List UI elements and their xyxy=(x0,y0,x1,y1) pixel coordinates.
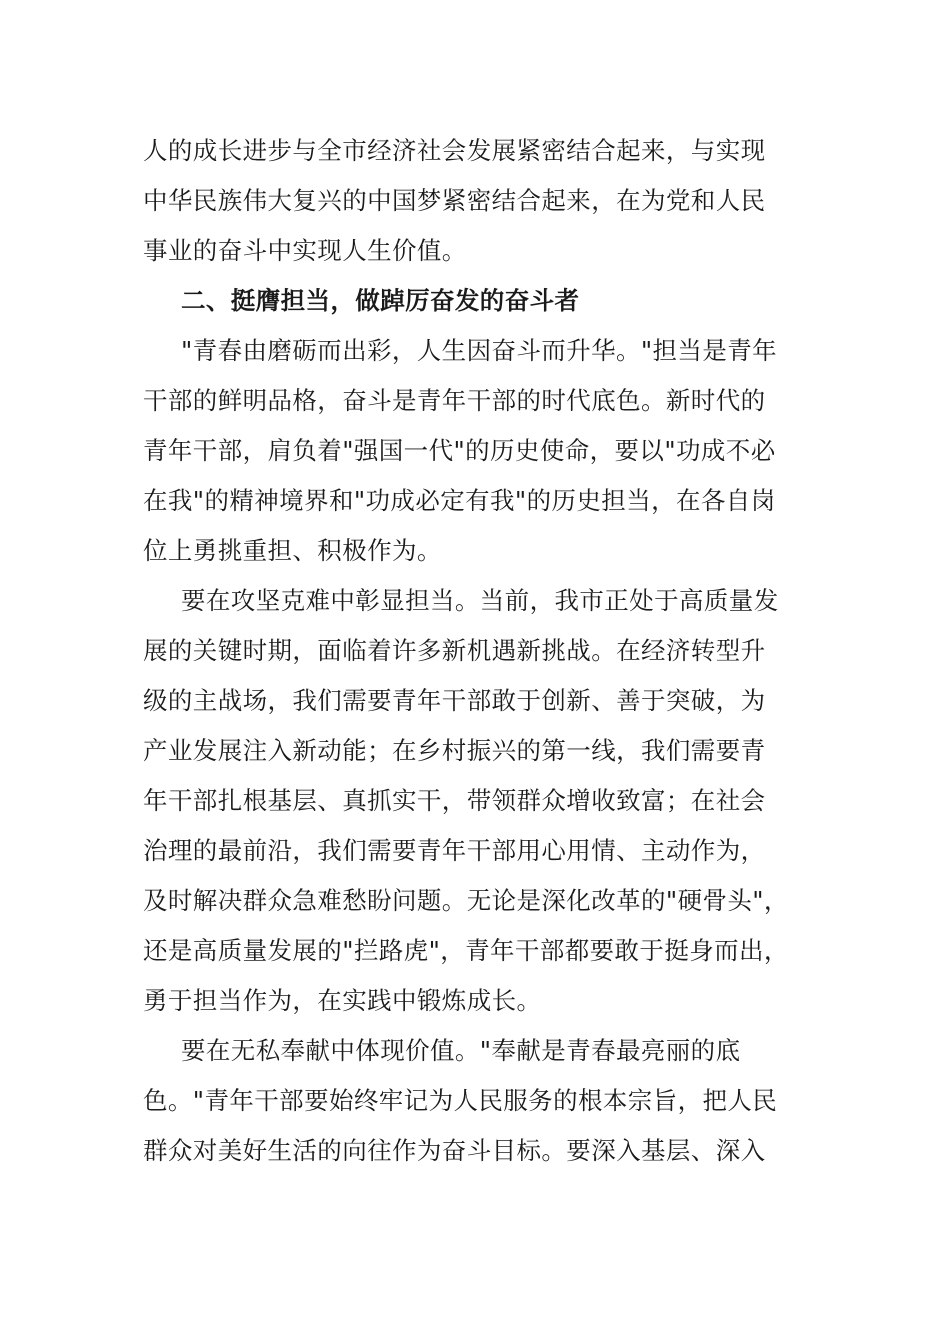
text-line: 在我"的精神境界和"功成必定有我"的历史担当，在各自岗 xyxy=(143,486,776,515)
text-line: 人的成长进步与全市经济社会发展紧密结合起来，与实现 xyxy=(143,136,766,165)
text-line: 干部的鲜明品格，奋斗是青年干部的时代底色。新时代的 xyxy=(143,386,766,415)
section-heading: 二、挺膺担当，做踔厉奋发的奋斗者 xyxy=(181,286,580,315)
text-line: 勇于担当作为，在实践中锻炼成长。 xyxy=(143,986,542,1015)
text-line: 色。"青年干部要始终牢记为人民服务的根本宗旨，把人民 xyxy=(143,1086,778,1115)
text-line: 还是高质量发展的"拦路虎"，青年干部都要敢于挺身而出， xyxy=(143,936,789,965)
text-line: 及时解决群众急难愁盼问题。无论是深化改革的"硬骨头"， xyxy=(143,886,789,915)
text-line: "青春由磨砺而出彩，人生因奋斗而升华。"担当是青年 xyxy=(181,336,778,365)
text-line: 要在无私奉献中体现价值。"奉献是青春最亮丽的底 xyxy=(181,1036,741,1065)
text-line: 中华民族伟大复兴的中国梦紧密结合起来，在为党和人民 xyxy=(143,186,766,215)
text-line: 级的主战场，我们需要青年干部敢于创新、善于突破，为 xyxy=(143,686,766,715)
text-line: 要在攻坚克难中彰显担当。当前，我市正处于高质量发 xyxy=(181,586,779,615)
text-line: 群众对美好生活的向往作为奋斗目标。要深入基层、深入 xyxy=(143,1136,766,1165)
text-line: 位上勇挑重担、积极作为。 xyxy=(143,536,442,565)
text-line: 展的关键时期，面临着许多新机遇新挑战。在经济转型升 xyxy=(143,636,766,665)
text-line: 产业发展注入新动能；在乡村振兴的第一线，我们需要青 xyxy=(143,736,766,765)
text-line: 事业的奋斗中实现人生价值。 xyxy=(143,236,467,265)
text-line: 青年干部，肩负着"强国一代"的历史使命，要以"功成不必 xyxy=(143,436,776,465)
text-line: 年干部扎根基层、真抓实干，带领群众增收致富；在社会 xyxy=(143,786,766,815)
text-line: 治理的最前沿，我们需要青年干部用心用情、主动作为， xyxy=(143,836,766,865)
